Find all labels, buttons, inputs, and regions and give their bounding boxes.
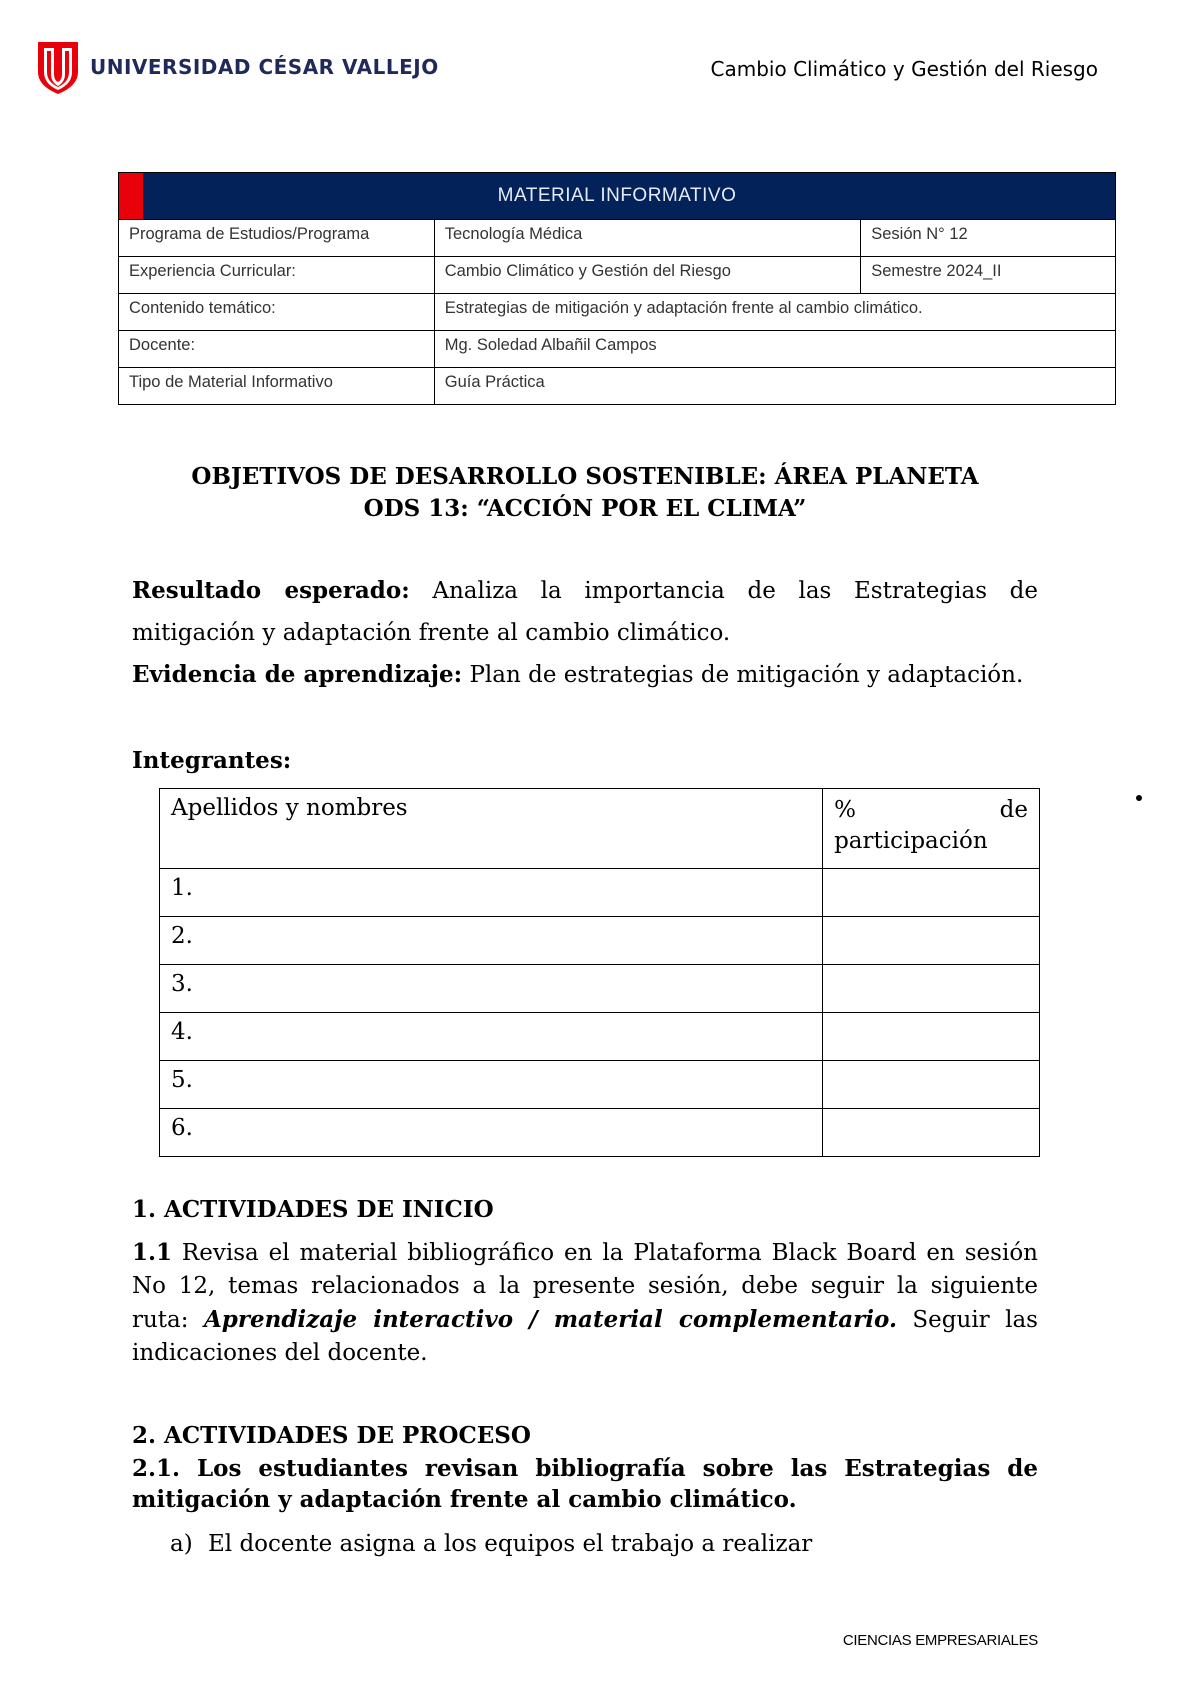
section1-body	[132, 1236, 1038, 1370]
integrantes-label: Integrantes:	[132, 747, 292, 774]
member-percent-cell[interactable]	[823, 869, 1040, 917]
info-row	[119, 294, 1116, 331]
pct-participacion: participación	[834, 828, 988, 854]
member-row	[160, 965, 1040, 1013]
section1-route: Aprendizaje interactivo / material complementario.	[203, 1306, 897, 1333]
section1-tail: Seguir las indicaciones del docente.	[132, 1307, 1038, 1366]
info-label: Programa de Estudios/Programa	[119, 220, 435, 257]
member-name-cell[interactable]: 3.	[160, 965, 823, 1013]
info-row	[119, 368, 1116, 405]
member-row	[160, 917, 1040, 965]
member-percent-cell[interactable]	[823, 917, 1040, 965]
resultado-label: Resultado esperado:	[132, 577, 410, 604]
ucv-shield-icon	[36, 38, 80, 96]
integrantes-heading	[132, 740, 1038, 782]
member-name-cell[interactable]: 4.	[160, 1013, 823, 1061]
member-percent-cell[interactable]	[823, 1013, 1040, 1061]
section2-item-a	[170, 1531, 812, 1557]
header-title: Cambio Climático y Gestión del Riesgo	[710, 57, 1098, 81]
banner-red-tab	[119, 173, 143, 219]
section2-subtitle: 2.1. Los estudiantes revisan bibliografía sobre las Estrategias de mitigación y adaptación frente al cambio climático.	[132, 1455, 1038, 1513]
info-row	[119, 331, 1116, 368]
pct-de: de	[999, 797, 1028, 823]
stray-dot	[1136, 795, 1142, 801]
member-percent-cell[interactable]	[823, 1061, 1040, 1109]
info-value: Estrategias de mitigación y adaptación frente al cambio climático.	[434, 294, 1115, 331]
info-value: Guía Práctica	[434, 368, 1115, 405]
item-a-marker: a)	[170, 1531, 193, 1557]
section1-title: 1. ACTIVIDADES DE INICIO	[132, 1196, 494, 1223]
info-value: Cambio Climático y Gestión del Riesgo	[434, 257, 860, 294]
resultado-esperado	[132, 570, 1038, 654]
member-row	[160, 1013, 1040, 1061]
member-name-cell[interactable]: 6.	[160, 1109, 823, 1157]
evidencia-text: Plan de estrategias de mitigación y adaptación.	[462, 662, 1024, 688]
pct-symbol: %	[834, 797, 856, 823]
info-row	[119, 220, 1116, 257]
section1-text: Revisa el material bibliográfico en la Plataforma Black Board en sesión No 12, temas relacionados a la presente sesión, debe seguir la siguiente ruta:	[132, 1240, 1038, 1333]
member-percent-cell[interactable]	[823, 965, 1040, 1013]
info-extra: Sesión N° 12	[861, 220, 1116, 257]
info-banner	[119, 173, 1116, 220]
section2-title: 2. ACTIVIDADES DE PROCESO	[132, 1422, 531, 1449]
ods-title-line1: OBJETIVOS DE DESARROLLO SOSTENIBLE: ÁREA PLANETA	[191, 463, 979, 490]
info-table	[118, 172, 1116, 405]
university-logo	[36, 38, 439, 96]
item-a-text: El docente asigna a los equipos el trabajo a realizar	[208, 1531, 813, 1557]
members-table	[159, 788, 1040, 1157]
info-extra: Semestre 2024_II	[861, 257, 1116, 294]
resultado-text: Analiza la importancia de las Estrategias de mitigación y adaptación frente al cambio climático.	[132, 578, 1038, 646]
member-name-cell[interactable]: 1.	[160, 869, 823, 917]
info-value: Mg. Soledad Albañil Campos	[434, 331, 1115, 368]
evidencia-label: Evidencia de aprendizaje:	[132, 661, 463, 688]
member-row	[160, 869, 1040, 917]
info-row	[119, 257, 1116, 294]
banner-label: MATERIAL INFORMATIVO	[497, 185, 737, 206]
ods-title-line2: ODS 13: “ACCIÓN POR EL CLIMA”	[363, 495, 807, 522]
info-value: Tecnología Médica	[434, 220, 860, 257]
logo-text: UNIVERSIDAD CÉSAR VALLEJO	[90, 55, 439, 79]
info-label: Docente:	[119, 331, 435, 368]
info-label: Tipo de Material Informativo	[119, 368, 435, 405]
member-percent-cell[interactable]	[823, 1109, 1040, 1157]
member-row	[160, 1109, 1040, 1157]
members-col-names: Apellidos y nombres	[160, 789, 823, 869]
member-name-cell[interactable]: 2.	[160, 917, 823, 965]
page-footer: CIENCIAS EMPRESARIALES	[842, 1632, 1038, 1649]
section1-number: 1.1	[132, 1239, 173, 1266]
info-label: Contenido temático:	[119, 294, 435, 331]
members-col-percent	[823, 789, 1040, 869]
member-name-cell[interactable]: 5.	[160, 1061, 823, 1109]
member-row	[160, 1061, 1040, 1109]
evidencia-aprendizaje	[132, 654, 1038, 696]
info-label: Experiencia Curricular:	[119, 257, 435, 294]
